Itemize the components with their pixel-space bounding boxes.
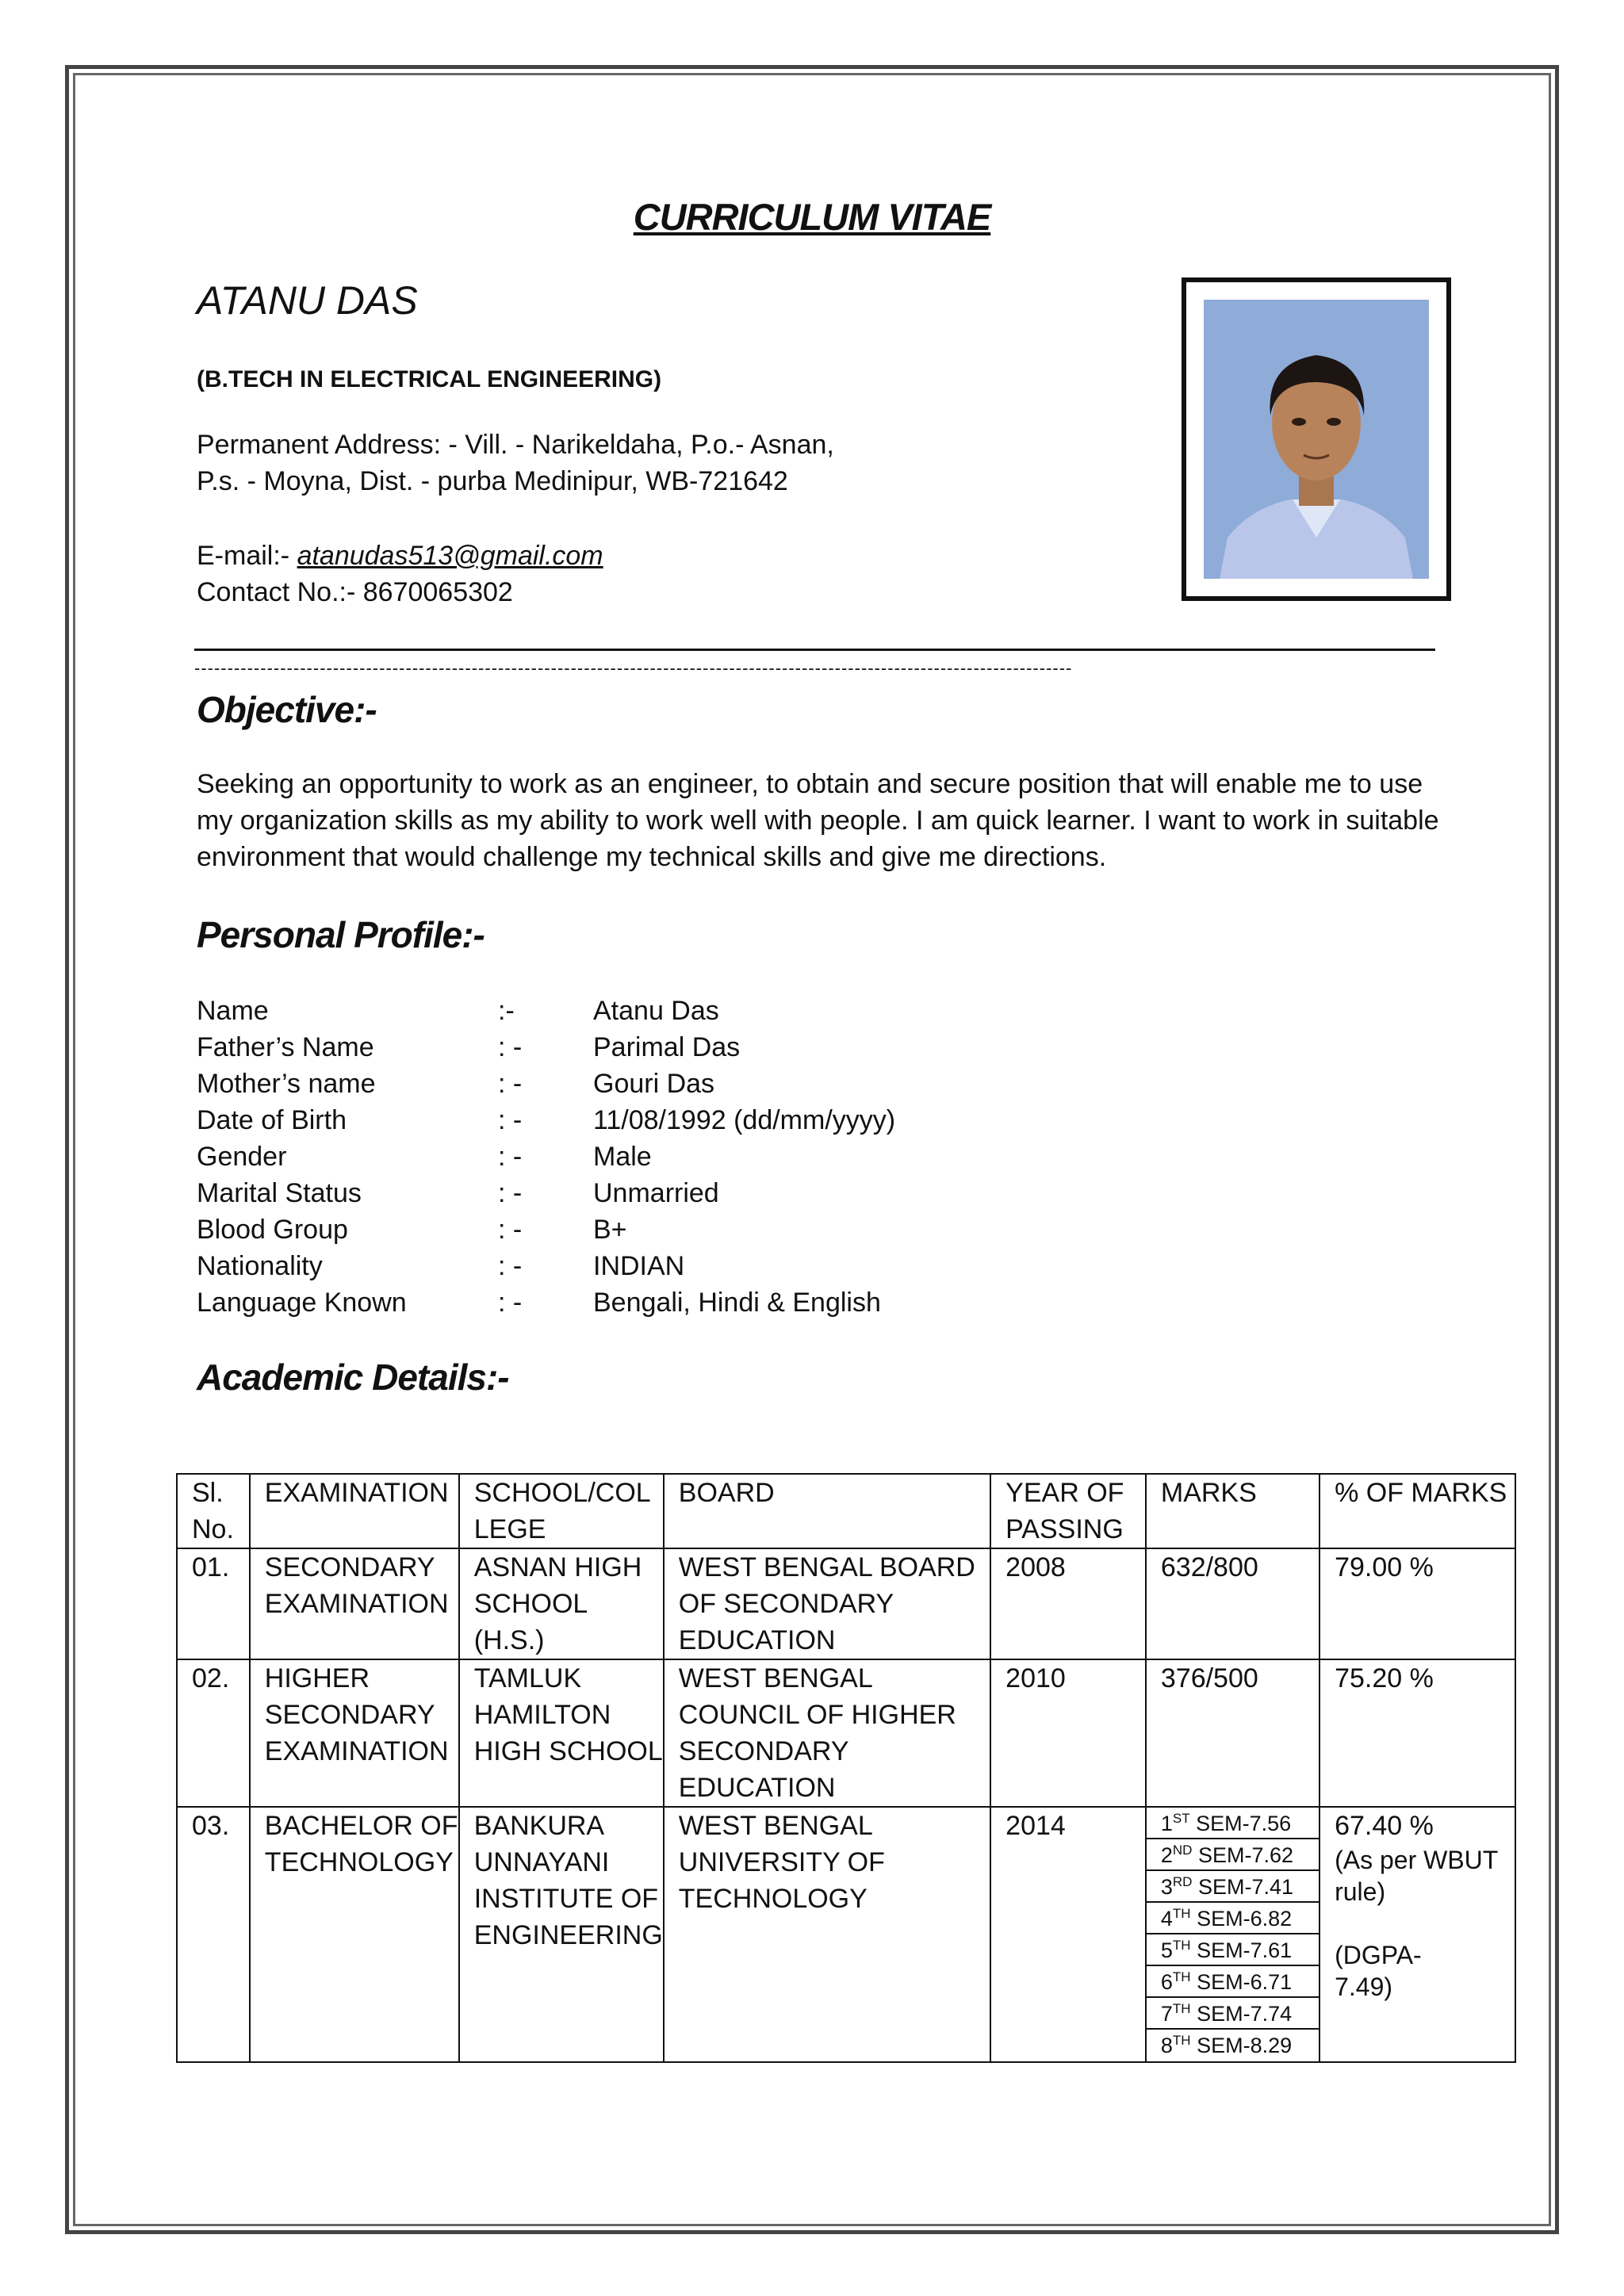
address-line-1: Permanent Address: - Vill. - Narikeldaha, P.o.- Asnan, <box>197 430 834 460</box>
profile-separator: : - <box>498 1069 523 1099</box>
semester-marks-cell <box>1146 1807 1320 2062</box>
dgpa-note: 7.49) <box>1335 1973 1393 2001</box>
profile-value: Bengali, Hindi & English <box>593 1288 881 1318</box>
percent-note: rule) <box>1335 1877 1386 1906</box>
email-label: E-mail:- <box>197 541 297 571</box>
table-header: YEAR OF PASSING <box>990 1474 1146 1548</box>
table-cell: 376/500 <box>1146 1659 1320 1807</box>
address-line-2: P.s. - Moyna, Dist. - purba Medinipur, WB-721642 <box>197 466 788 496</box>
table-cell: 75.20 % <box>1320 1659 1515 1807</box>
academic-details-heading: Academic Details:- <box>197 1357 509 1398</box>
profile-separator: : - <box>498 1288 523 1318</box>
profile-value: Male <box>593 1142 652 1172</box>
table-header: MARKS <box>1146 1474 1320 1548</box>
table-cell: ASNAN HIGH SCHOOL (H.S.) <box>459 1548 664 1659</box>
profile-separator: : - <box>498 1142 523 1172</box>
objective-heading: Objective:- <box>197 689 377 730</box>
table-cell: 03. <box>177 1807 250 2062</box>
profile-label: Date of Birth <box>197 1105 347 1135</box>
table-cell: 2014 <box>990 1807 1146 2062</box>
table-header-row <box>177 1474 1515 1548</box>
profile-label: Language Known <box>197 1288 407 1318</box>
profile-separator: : - <box>498 1178 523 1208</box>
candidate-name: ATANU DAS <box>197 278 418 323</box>
profile-value: Gouri Das <box>593 1069 715 1099</box>
table-cell: 02. <box>177 1659 250 1807</box>
profile-label: Blood Group <box>197 1215 348 1245</box>
table-cell: 79.00 % <box>1320 1548 1515 1659</box>
profile-label: Father’s Name <box>197 1032 374 1062</box>
table-cell: BACHELOR OF TECHNOLOGY <box>250 1807 459 2062</box>
semester-mark: 5TH SEM-7.61 <box>1147 1934 1319 1966</box>
semester-mark: 4TH SEM-6.82 <box>1147 1903 1319 1934</box>
profile-photo-frame <box>1182 277 1451 601</box>
contact-line: Contact No.:- 8670065302 <box>197 577 513 607</box>
email-link[interactable]: atanudas513@gmail.com <box>297 541 603 571</box>
semester-mark: 6TH SEM-6.71 <box>1147 1966 1319 1998</box>
profile-separator: : - <box>498 1032 523 1062</box>
profile-label: Nationality <box>197 1251 323 1281</box>
dgpa-note: (DGPA- <box>1335 1941 1422 1969</box>
semester-mark: 1ST SEM-7.56 <box>1147 1808 1319 1839</box>
table-row <box>177 1807 1515 2062</box>
table-cell: 2010 <box>990 1659 1146 1807</box>
profile-label: Gender <box>197 1142 287 1172</box>
profile-label: Name <box>197 996 269 1026</box>
table-header: BOARD <box>664 1474 990 1548</box>
document-title: CURRICULUM VITAE <box>633 196 991 238</box>
personal-profile-heading: Personal Profile:- <box>197 914 485 955</box>
profile-separator: : - <box>498 1105 523 1135</box>
table-cell: BANKURA UNNAYANI INSTITUTE OF ENGINEERING <box>459 1807 664 2062</box>
profile-value: Parimal Das <box>593 1032 741 1062</box>
email-line <box>197 538 603 574</box>
table-cell: HIGHER SECONDARY EXAMINATION <box>250 1659 459 1807</box>
table-cell: WEST BENGAL UNIVERSITY OF TECHNOLOGY <box>664 1807 990 2062</box>
table-cell: TAMLUK HAMILTON HIGH SCHOOL <box>459 1659 664 1807</box>
profile-value: INDIAN <box>593 1251 685 1281</box>
profile-separator: : - <box>498 1251 523 1281</box>
percent-value: 67.40 % <box>1335 1811 1434 1841</box>
degree-line: (B.TECH IN ELECTRICAL ENGINEERING) <box>197 366 662 392</box>
semester-mark: 2ND SEM-7.62 <box>1147 1839 1319 1871</box>
profile-value: Atanu Das <box>593 996 719 1026</box>
table-row <box>177 1548 1515 1659</box>
table-cell: WEST BENGAL COUNCIL OF HIGHER SECONDARY EDUCATION <box>664 1659 990 1807</box>
table-header: SCHOOL/COL LEGE <box>459 1474 664 1548</box>
profile-value: 11/08/1992 (dd/mm/yyyy) <box>593 1105 896 1135</box>
percent-note: (As per WBUT <box>1335 1846 1499 1874</box>
profile-photo <box>1204 300 1429 579</box>
profile-value: Unmarried <box>593 1178 719 1208</box>
table-cell: 2008 <box>990 1548 1146 1659</box>
profile-label: Mother’s name <box>197 1069 376 1099</box>
profile-separator: :- <box>498 996 515 1026</box>
semester-mark: 3RD SEM-7.41 <box>1147 1871 1319 1903</box>
profile-value: B+ <box>593 1215 627 1245</box>
semester-mark: 8TH SEM-8.29 <box>1160 2033 1293 2057</box>
profile-label: Marital Status <box>197 1178 362 1208</box>
table-header: EXAMINATION <box>250 1474 459 1548</box>
profile-separator: : - <box>498 1215 523 1245</box>
table-header: Sl. No. <box>177 1474 250 1548</box>
table-cell: 01. <box>177 1548 250 1659</box>
semester-mark: 7TH SEM-7.74 <box>1147 1998 1319 2030</box>
table-cell: 632/800 <box>1146 1548 1320 1659</box>
person-portrait-icon <box>1204 300 1429 579</box>
table-cell: WEST BENGAL BOARD OF SECONDARY EDUCATION <box>664 1548 990 1659</box>
dashed-separator: ------------------------------------------------------------------------------------------------------------------------------------- <box>194 658 1073 674</box>
separator-line <box>194 649 1435 651</box>
table-cell: SECONDARY EXAMINATION <box>250 1548 459 1659</box>
percent-cell <box>1320 1807 1515 2062</box>
academic-table <box>176 1473 1516 2063</box>
table-header: % OF MARKS <box>1320 1474 1515 1548</box>
table-row <box>177 1659 1515 1807</box>
objective-text: Seeking an opportunity to work as an engineer, to obtain and secure position that will enable me to use my organization skills as my ability to work well with people. I am quick learner. I want to work in suitable environment that would challenge my technical skills and give me directions. <box>197 769 1439 872</box>
